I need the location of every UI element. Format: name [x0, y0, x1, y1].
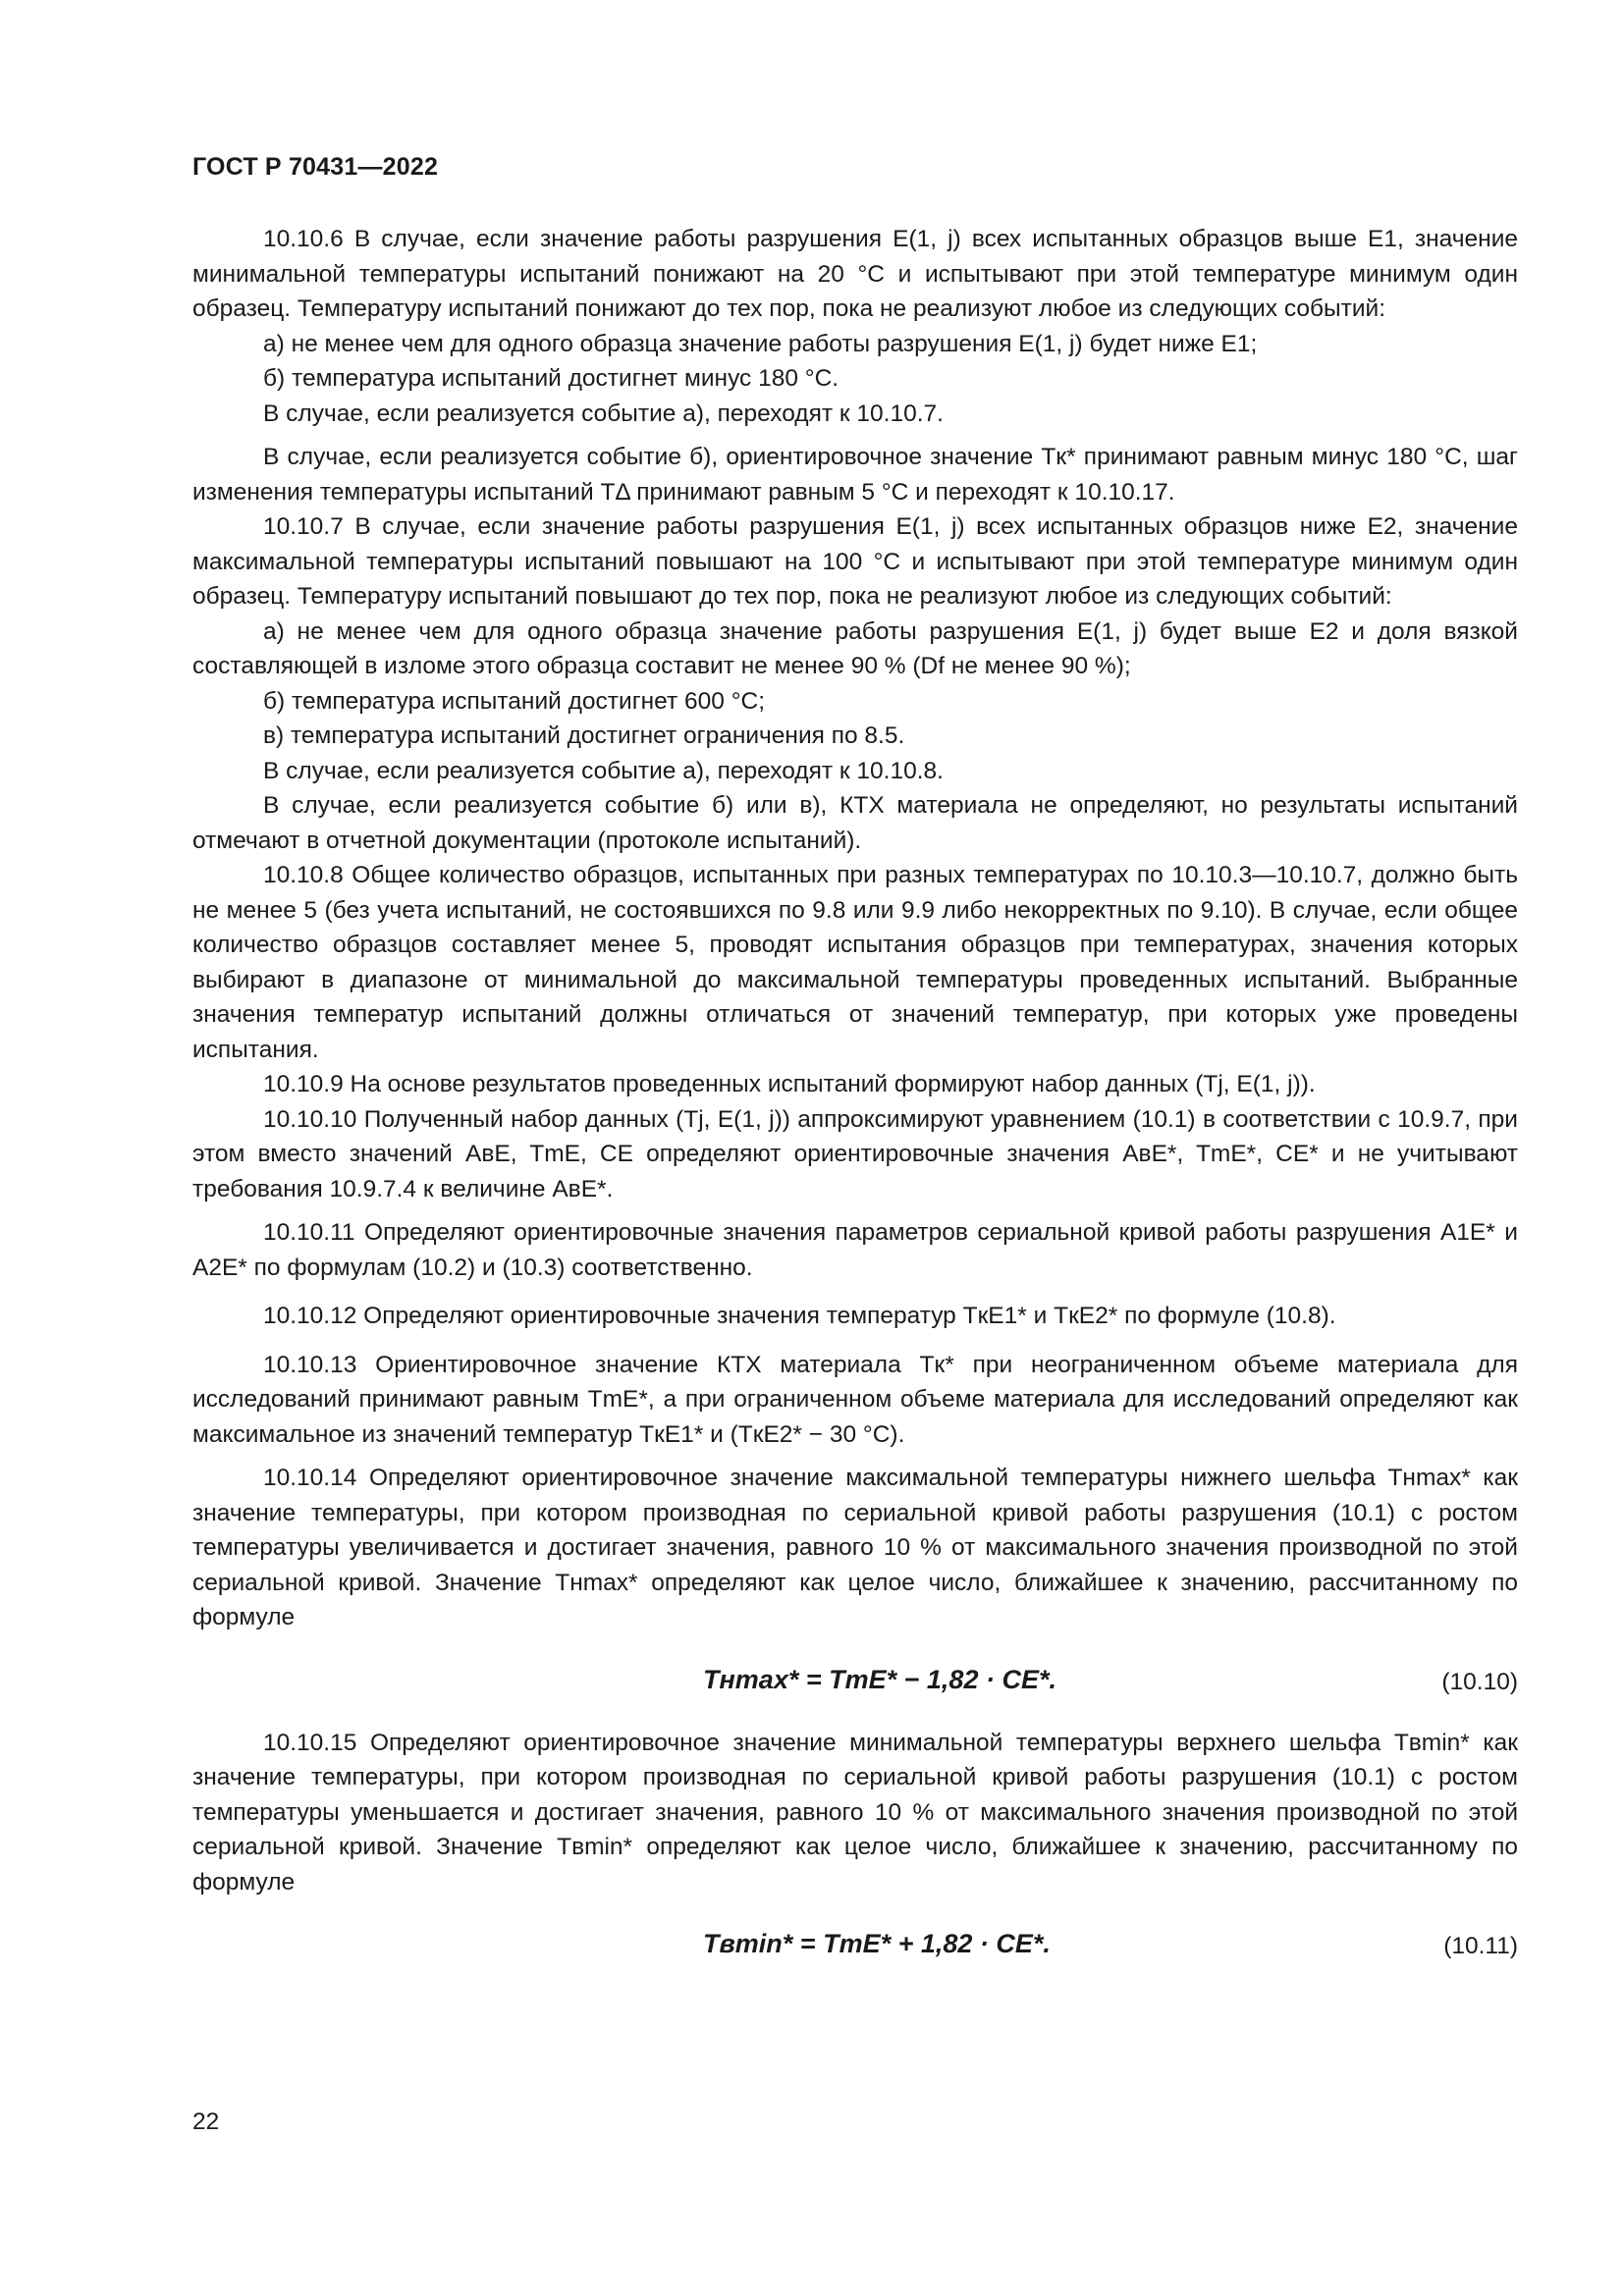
equation-10-11 [192, 1915, 1518, 1976]
paragraph: В случае, если реализуется событие а), переходят к 10.10.8. [263, 757, 944, 784]
paragraph: в) температура испытаний достигнет ограничения по 8.5. [263, 722, 905, 749]
paragraph: 10.10.7 В случае, если значение работы разрушения E(1, j) всех испытанных образцов ниже E2, значение максимальной температуры испытаний повышают на 100 °С и испытывают при этой температуре минимум один образец. Температуру испытаний повышают до тех пор, пока не реализуют любое из следующих событий: [192, 513, 1518, 610]
paragraph: В случае, если реализуется событие б), ориентировочное значение Tк* принимают равным минус 180 °С, шаг изменения температуры испытаний TΔ принимают равным 5 °С и переходят к 10.10.17. [192, 444, 1518, 506]
paragraph: а) не менее чем для одного образца значение работы разрушения E(1, j) будет выше E2 и доля вязкой составляющей в изломе этого образца составит не менее 90 % (Df не менее 90 %); [192, 617, 1518, 679]
paragraph: 10.10.9 На основе результатов проведенных испытаний формируют набор данных (Tj, E(1, j)). [263, 1071, 1316, 1097]
equation-formula: Tнmax* = TmE* − 1,82 · CE*. [703, 1664, 1056, 1694]
paragraph: 10.10.15 Определяют ориентировочное значение минимальной температуры верхнего шельфа Tвmin* как значение температуры, при котором производная по сериальной кривой работы разрушения (10.1) с ростом температуры уменьшается и достигает значения, равного 10 % от максимального значения производной по этой сериальной кривой. Значение Tвmin* определяют как целое число, ближайшее к значению, рассчитанному по формуле [192, 1729, 1518, 1896]
paragraph: 10.10.11 Определяют ориентировочные значения параметров сериальной кривой работы разрушения A1E* и A2E* по формулам (10.2) и (10.3) соответственно. [192, 1219, 1518, 1281]
paragraph: 10.10.12 Определяют ориентировочные значения температур TкE1* и TкE2* по формуле (10.8). [263, 1303, 1336, 1329]
paragraph: 10.10.10 Полученный набор данных (Tj, E(1, j)) аппроксимируют уравнением (10.1) в соответствии с 10.9.7, при этом вместо значений AвE, TmE, CE определяют ориентировочные значения AвE*, TmE*, CE* и не учитывают требования 10.9.7.4 к величине AвE*. [192, 1105, 1518, 1202]
equation-formula: Tвmin* = TmE* + 1,82 · CE*. [703, 1929, 1051, 1958]
paragraph: В случае, если реализуется событие а), переходят к 10.10.7. [263, 400, 944, 427]
paragraph: 10.10.13 Ориентировочное значение КТХ материала Tк* при неограниченном объеме материала для исследований принимают равным TmE*, а при ограниченном объеме материала для исследований определяют как максимальное из значений температур TкE1* и (TкE2* − 30 °С). [192, 1351, 1518, 1448]
paragraph: б) температура испытаний достигнет минус 180 °С. [263, 365, 839, 392]
paragraph: В случае, если реализуется событие б) или в), КТХ материала не определяют, но результаты испытаний отмечают в отчетной документации (протоколе испытаний). [192, 792, 1518, 854]
paragraph: 10.10.8 Общее количество образцов, испытанных при разных температурах по 10.10.3—10.10.7, должно быть не менее 5 (без учета испытаний, не состоявшихся по 9.8 или 9.9 либо некорректных по 9.10). В случае, если общее количество образцов составляет менее 5, проводят испытания образцов при температурах, значения которых выбирают в диапазоне от минимальной до максимальной температуры проведенных испытаний. Выбранные значения температур испытаний должны отличаться от значений температур, при которых уже проведены испытания. [192, 862, 1518, 1063]
page-header: ГОСТ Р 70431—2022 [192, 153, 439, 181]
page-number: 22 [192, 2109, 220, 2135]
paragraph: б) температура испытаний достигнет 600 °С; [263, 687, 766, 715]
paragraph: 10.10.14 Определяют ориентировочное значение максимальной температуры нижнего шельфа Tнmax* как значение температуры, при котором производная по сериальной кривой работы разрушения (10.1) с ростом температуры увеличивается и достигает значения, равного 10 % от максимального значения производной по этой сериальной кривой. Значение Tнmax* определяют как целое число, ближайшее к значению, рассчитанному по формуле [192, 1465, 1518, 1630]
equation-10-10 [192, 1651, 1518, 1712]
document-body [192, 222, 1518, 1984]
paragraph: 10.10.6 В случае, если значение работы разрушения E(1, j) всех испытанных образцов выше E1, значение минимальной температуры испытаний понижают на 20 °С и испытывают при этой температуре минимум один образец. Температуру испытаний понижают до тех пор, пока не реализуют любое из следующих событий: [192, 226, 1518, 322]
paragraph: а) не менее чем для одного образца значение работы разрушения E(1, j) будет ниже E1; [263, 330, 1258, 357]
equation-number: (10.11) [1443, 1933, 1518, 1959]
equation-number: (10.10) [1441, 1668, 1518, 1695]
